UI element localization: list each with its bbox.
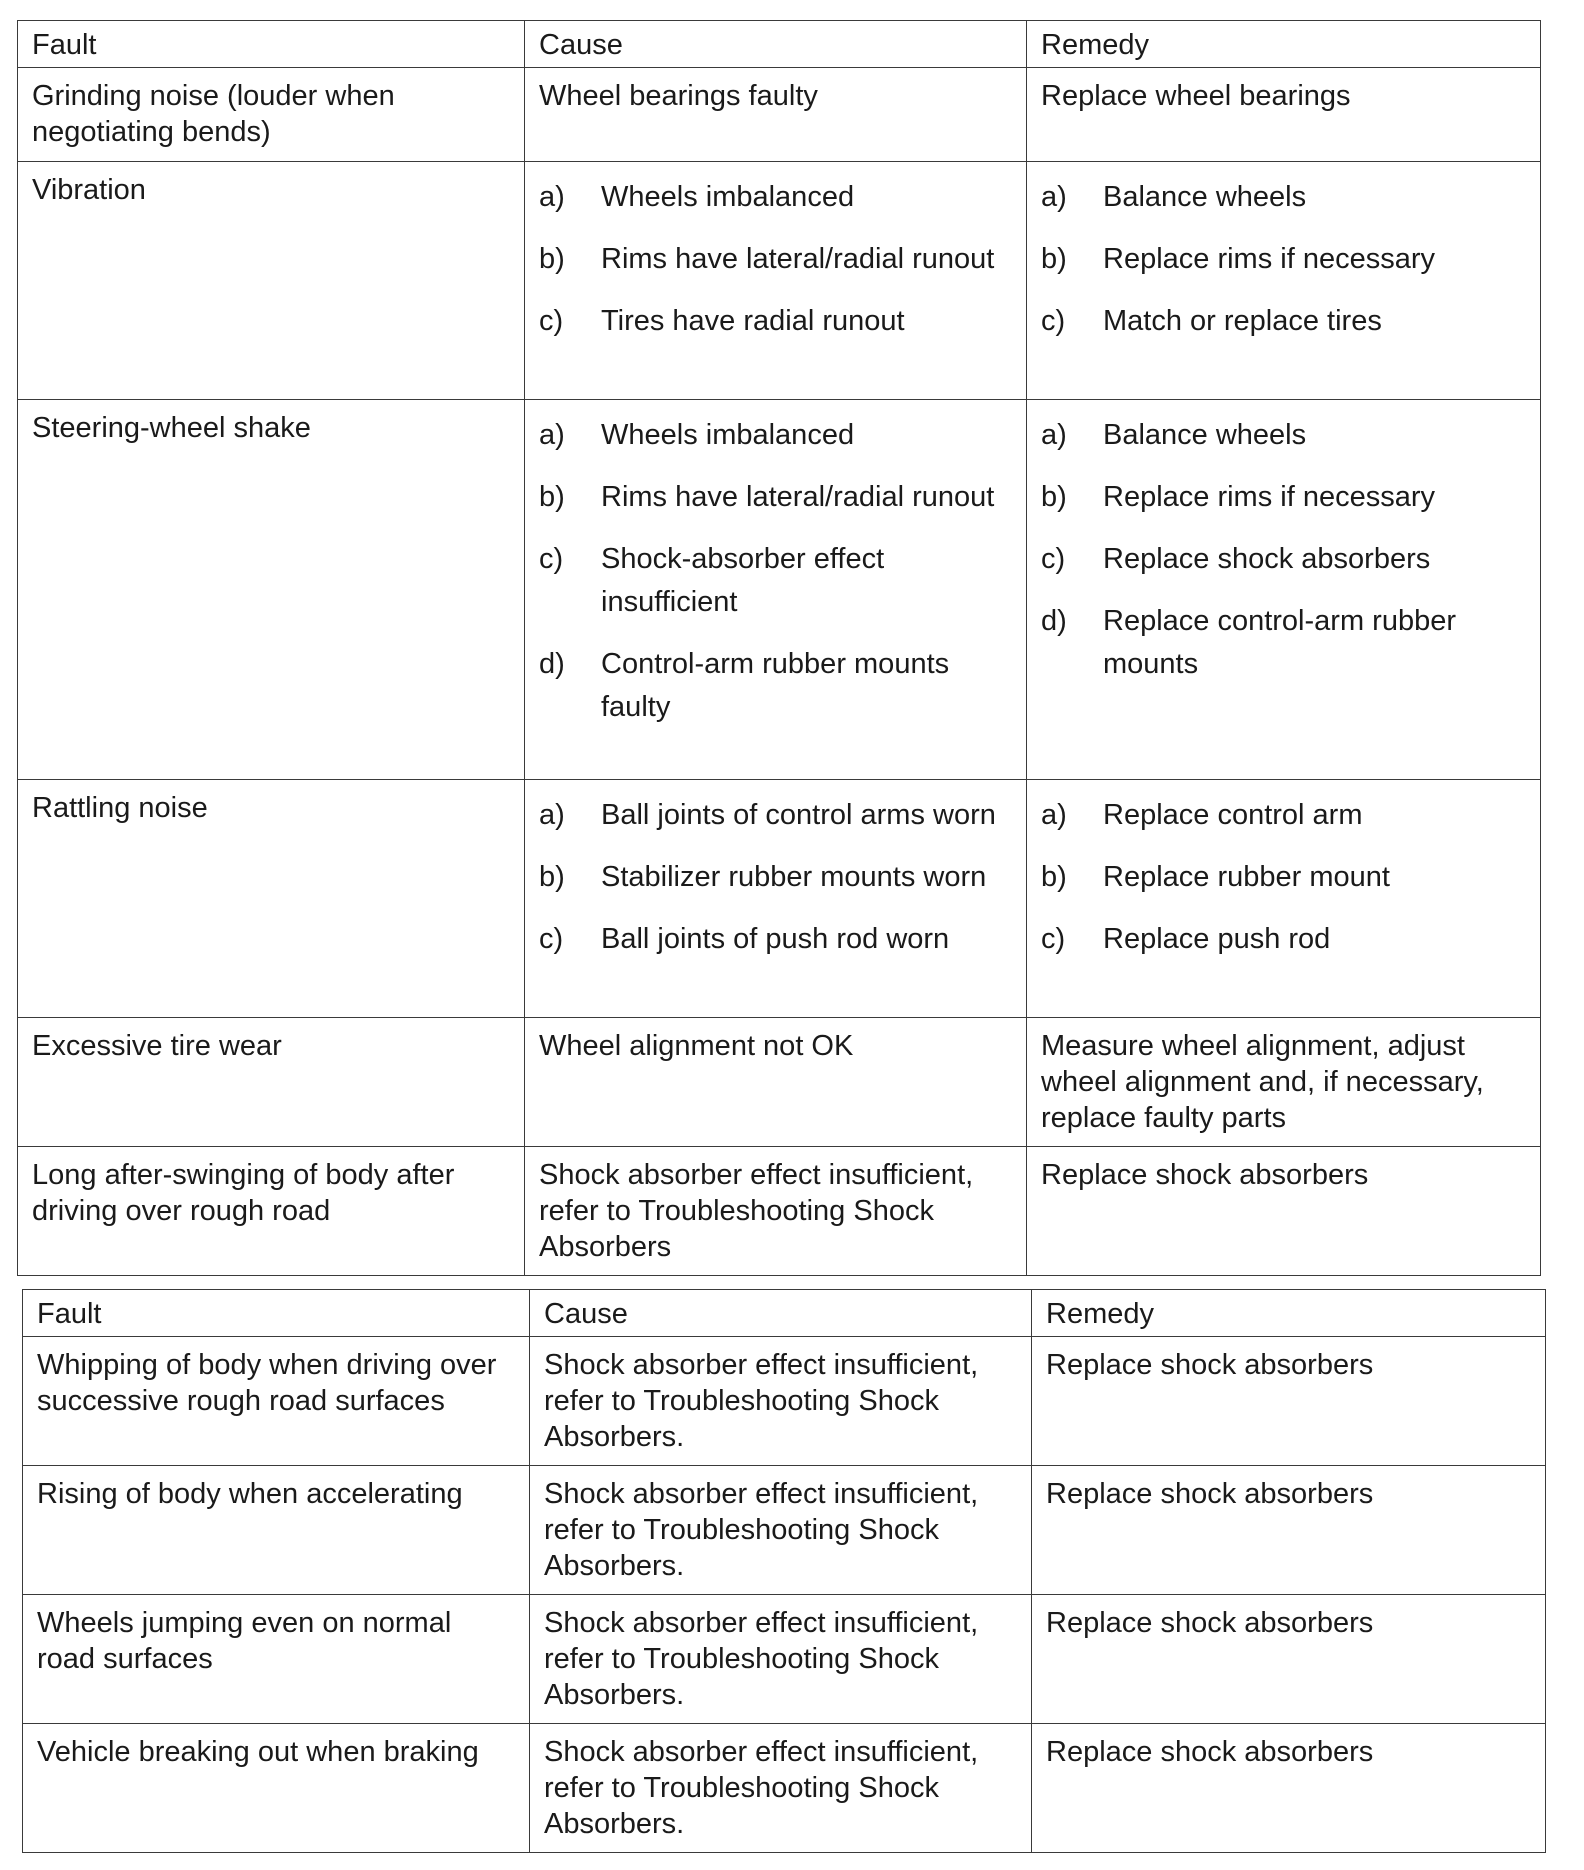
list-text: Ball joints of control arms worn [601,799,996,831]
list-item [539,176,1012,219]
list-marker: b) [1041,861,1067,893]
cause-cell: Shock absorber effect insufficient, refer to Troubleshooting Shock Absorbers. [530,1337,1032,1466]
cause-cell [525,780,1027,1018]
list-text: Replace push rod [1103,923,1331,955]
list-marker: a) [1041,419,1067,451]
list-marker: c) [539,305,564,337]
fault-cell: Grinding noise (louder when negotiating bends) [18,68,525,162]
list-marker: b) [1041,481,1067,513]
cause-cell: Shock absorber effect insufficient, refer to Troubleshooting Shock Absorbers. [530,1595,1032,1724]
list-text: Stabilizer rubber mounts worn [601,861,987,893]
fault-cell: Whipping of body when driving over successive rough road surfaces [23,1337,530,1466]
list-item [1041,600,1526,686]
header-row [23,1290,1546,1337]
table-row [18,68,1541,162]
fault-cell: Long after-swinging of body after driving over rough road [18,1147,525,1276]
list-text: Replace shock absorbers [1103,543,1431,575]
cause-list [539,176,1012,343]
list-text: Replace rims if necessary [1103,243,1435,275]
list-marker: c) [1041,543,1066,575]
header-row [18,21,1541,68]
table-row [18,1018,1541,1147]
table-row [23,1724,1546,1853]
list-item [539,476,1012,519]
list-item [1041,476,1526,519]
list-text: Control-arm rubber mounts faulty [601,648,950,723]
remedy-cell: Replace shock absorbers [1032,1337,1546,1466]
cause-cell: Shock absorber effect insufficient, refer to Troubleshooting Shock Absorbers. [530,1724,1032,1853]
cause-list [539,414,1012,729]
list-marker: c) [1041,305,1066,337]
header-fault: Fault [23,1290,530,1337]
fault-cell: Steering-wheel shake [18,400,525,780]
list-marker: b) [539,481,565,513]
troubleshooting-table-2 [22,1289,1546,1853]
list-text: Balance wheels [1103,419,1307,451]
list-marker: a) [539,419,565,451]
list-marker: b) [539,861,565,893]
cause-cell: Shock absorber effect insufficient, refer to Troubleshooting Shock Absorbers [525,1147,1027,1276]
list-text: Rims have lateral/radial runout [601,481,995,513]
cause-list [539,794,1012,961]
table-row [23,1466,1546,1595]
list-item [539,300,1012,343]
fault-cell: Vibration [18,162,525,400]
list-marker: a) [539,799,565,831]
list-text: Replace control arm [1103,799,1363,831]
list-item [1041,238,1526,281]
list-marker: b) [539,243,565,275]
table-row [23,1337,1546,1466]
list-item [1041,176,1526,219]
remedy-cell: Replace shock absorbers [1032,1724,1546,1853]
list-marker: a) [539,181,565,213]
remedy-cell: Replace wheel bearings [1027,68,1541,162]
header-cause: Cause [525,21,1027,68]
remedy-cell: Replace shock absorbers [1027,1147,1541,1276]
list-marker: c) [1041,923,1066,955]
remedy-cell [1027,162,1541,400]
list-text: Replace control-arm rubber mounts [1103,605,1456,680]
remedy-list [1041,794,1526,961]
list-item [539,918,1012,961]
troubleshooting-table-1 [17,20,1541,1276]
list-marker: d) [539,648,565,680]
cause-cell: Shock absorber effect insufficient, refer to Troubleshooting Shock Absorbers. [530,1466,1032,1595]
cause-cell [525,400,1027,780]
fault-cell: Wheels jumping even on normal road surfaces [23,1595,530,1724]
fault-cell: Vehicle breaking out when braking [23,1724,530,1853]
list-marker: b) [1041,243,1067,275]
table-row [18,400,1541,780]
table-row [18,1147,1541,1276]
list-text: Ball joints of push rod worn [601,923,950,955]
list-text: Rims have lateral/radial runout [601,243,995,275]
list-marker: c) [539,923,564,955]
list-item [539,238,1012,281]
header-fault: Fault [18,21,525,68]
remedy-list [1041,414,1526,686]
list-item [1041,794,1526,837]
table-row [18,780,1541,1018]
list-text: Match or replace tires [1103,305,1382,337]
remedy-cell [1027,780,1541,1018]
fault-cell: Excessive tire wear [18,1018,525,1147]
header-remedy: Remedy [1027,21,1541,68]
cause-cell [525,162,1027,400]
list-item [539,643,1012,729]
fault-cell: Rising of body when accelerating [23,1466,530,1595]
remedy-cell [1027,400,1541,780]
list-item [1041,856,1526,899]
list-item [539,414,1012,457]
remedy-cell: Replace shock absorbers [1032,1595,1546,1724]
list-text: Tires have radial runout [601,305,905,337]
cause-cell: Wheel alignment not OK [525,1018,1027,1147]
list-item [1041,538,1526,581]
list-item [1041,414,1526,457]
list-text: Replace rubber mount [1103,861,1390,893]
list-item [1041,300,1526,343]
list-item [539,856,1012,899]
fault-cell: Rattling noise [18,780,525,1018]
header-cause: Cause [530,1290,1032,1337]
list-marker: c) [539,543,564,575]
list-text: Wheels imbalanced [601,181,855,213]
table-row [18,162,1541,400]
list-marker: a) [1041,181,1067,213]
list-text: Replace rims if necessary [1103,481,1435,513]
list-item [539,538,1012,624]
list-text: Balance wheels [1103,181,1307,213]
list-marker: a) [1041,799,1067,831]
remedy-list [1041,176,1526,343]
header-remedy: Remedy [1032,1290,1546,1337]
list-item [539,794,1012,837]
remedy-cell: Measure wheel alignment, adjust wheel alignment and, if necessary, replace faulty parts [1027,1018,1541,1147]
list-marker: d) [1041,605,1067,637]
list-item [1041,918,1526,961]
cause-cell: Wheel bearings faulty [525,68,1027,162]
table-row [23,1595,1546,1724]
list-text: Wheels imbalanced [601,419,855,451]
list-text: Shock-absorber effect insufficient [601,543,885,618]
remedy-cell: Replace shock absorbers [1032,1466,1546,1595]
